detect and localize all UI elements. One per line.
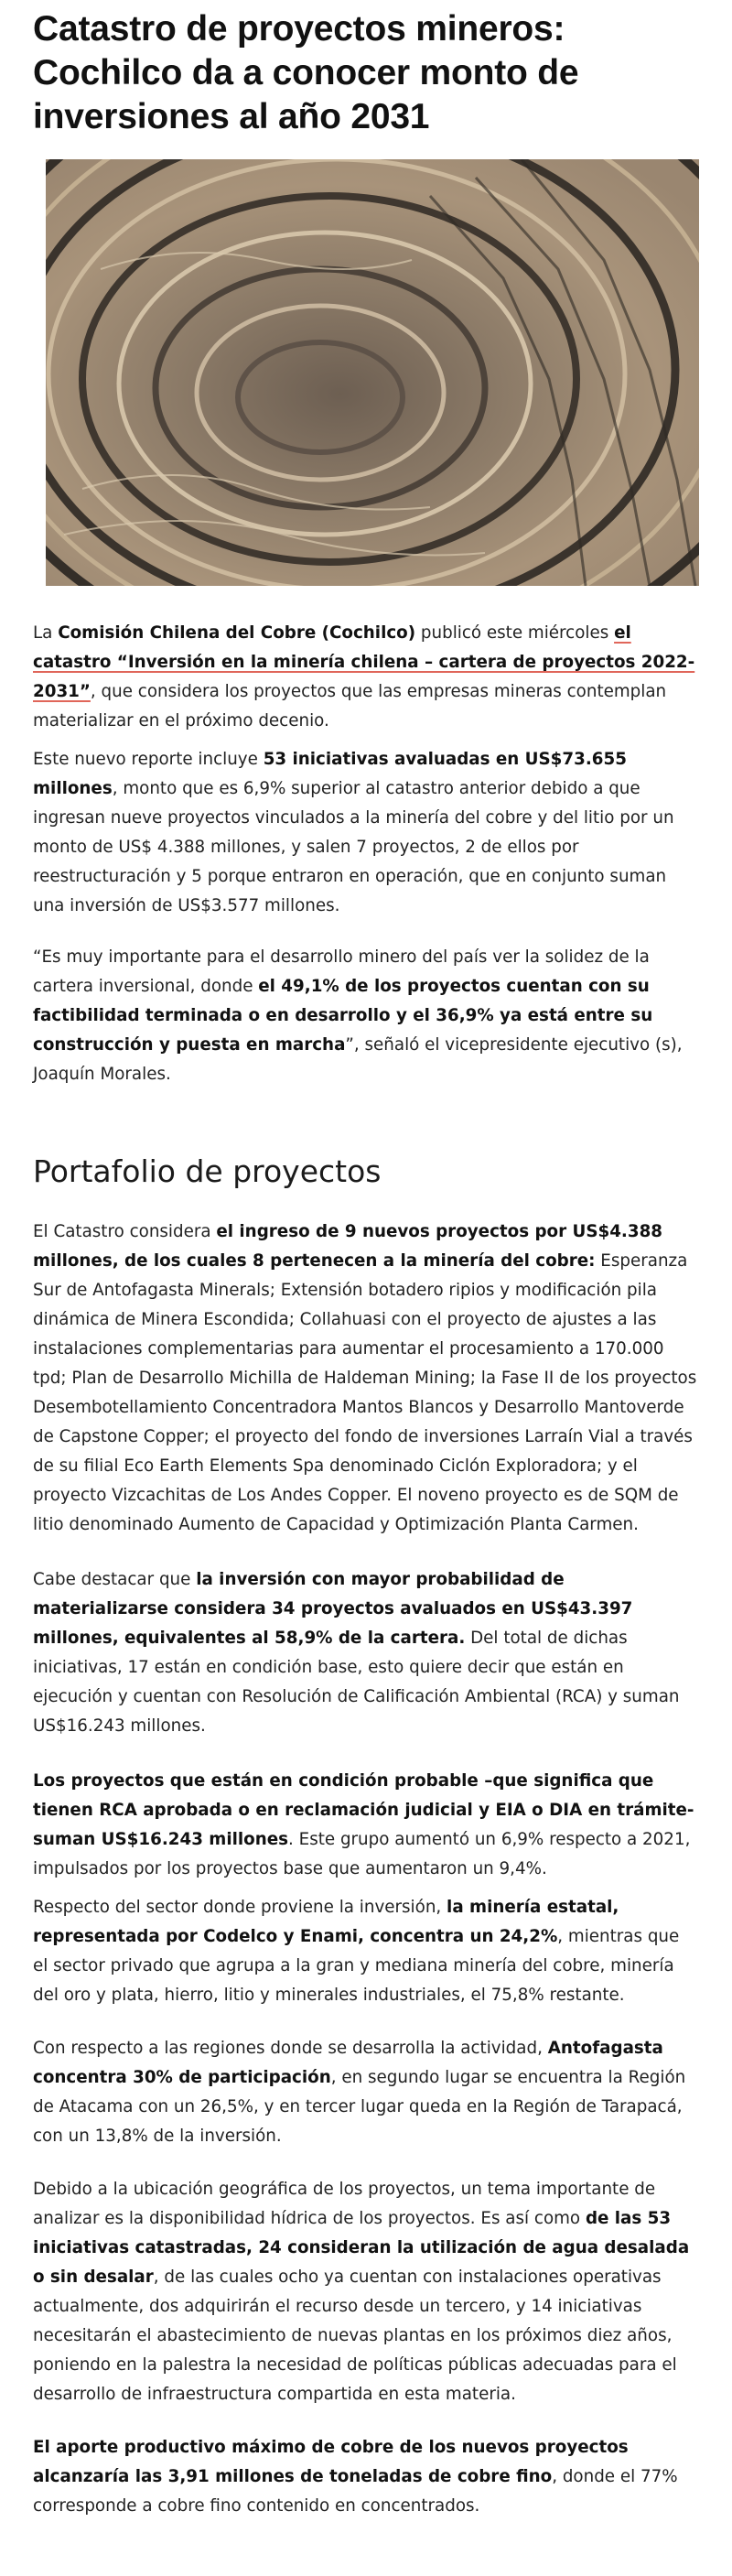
open-pit-mine-image — [46, 159, 699, 586]
article-image — [46, 159, 699, 586]
paragraph-intro: La Comisión Chilena del Cobre (Cochilco) publicó este miércoles el catastro “Inversión en la minería chilena – cartera de proyectos 2022-2031”, que considera los proyectos que las empresas mineras contemplan materializar en el próximo decenio. — [33, 623, 695, 731]
paragraph-water: Debido a la ubicación geográfica de los proyectos, un tema importante de analizar es la disponibilidad hídrica de los proyectos. Es así como de las 53 iniciativas catastradas, 24 consideran la utilización de agua desalada o sin desalar, de las cuales ocho ya cuentan con instalaciones operativas actualmente, dos adquirirán el recurso desde un tercero, y 14 iniciativas necesitarán el abastecimiento de nuevas plantas en los próximos diez años, poniendo en la palestra la necesidad de políticas públicas adecuadas para el desarrollo de infraestructura compartida en esta materia. — [33, 2180, 690, 2404]
paragraph-copper-output: El aporte productivo máximo de cobre de los nuevos proyectos alcanzaría las 3,91 millones de toneladas de cobre fino, donde el 77% corresponde a cobre fino contenido en concentrados. — [33, 2438, 678, 2516]
paragraph-report: Este nuevo reporte incluye 53 iniciativas avaluadas en US$73.655 millones, monto que es 6,9% superior al catastro anterior debido a que ingresan nueve proyectos vinculados a la minería del cobre y del litio por un monto de US$ 4.388 millones, y salen 7 proyectos, 2 de ellos por reestructuración y 5 porque entraron en operación, que en conjunto suman una inversión de US$3.577 millones. — [33, 750, 674, 915]
paragraph-probable-investment: Cabe destacar que la inversión con mayor probabilidad de materializarse considera 34 proyectos avaluados en US$43.397 millones, equivalentes al 58,9% de la cartera. Del total de dichas iniciativas, 17 están en condición base, esto quiere decir que están en ejecución y cuentan con Resolución de Calificación Ambiental (RCA) y suman US$16.243 millones. — [33, 1570, 680, 1736]
article-title: Catastro de proyectos mineros: Cochilco da a conocer monto de inversiones al año 2031 — [33, 9, 579, 136]
article — [0, 7, 732, 2521]
paragraph-regions: Con respecto a las regiones donde se desarrolla la actividad, Antofagasta concentra 30% de participación, en segundo lugar se encuentra la Región de Atacama con un 26,5%, y en tercer lugar queda en la Región de Tarapacá, con un 13,8% de la inversión. — [33, 2039, 686, 2146]
paragraph-sector: Respecto del sector donde proviene la inversión, la minería estatal, representada por Codelco y Enami, concentra un 24,2%, mientras que el sector privado que agrupa a la gran y mediana minería del cobre, minería del oro y plata, hierro, litio y minerales industriales, el 75,8% restante. — [33, 1898, 680, 2005]
paragraph-new-projects: El Catastro considera el ingreso de 9 nuevos proyectos por US$4.388 millones, de los cuales 8 pertenecen a la minería del cobre: Esperanza Sur de Antofagasta Minerals; Extensión botadero ripios y modificación pila dinámica de Minera Escondida; Collahuasi con el proyecto de ajustes a las instalaciones complementarias para aumentar el procesamiento a 170.000 tpd; Plan de Desarrollo Michilla de Haldeman Mining; la Fase II de los proyectos Desembotellamiento Concentradora Mantos Blancos y Desarrollo Mantoverde de Capstone Copper; el proyecto del fondo de inversiones Larraín Vial a través de su filial Eco Earth Elements Spa denominado Ciclón Exploradora; y el proyecto Vizcachitas de Los Andes Copper. El noveno proyecto es de SQM de litio denominado Aumento de Capacidad y Optimización Planta Carmen. — [33, 1222, 697, 1534]
paragraph-probable-condition: Los proyectos que están en condición probable –que significa que tienen RCA aprobada o en reclamación judicial y EIA o DIA en trámite- suman US$16.243 millones. Este grupo aumentó un 6,9% respecto a 2021, impulsados por los proyectos base que aumentaron un 9,4%. — [33, 1771, 694, 1878]
catastro-link[interactable]: el catastro “Inversión en la minería chilena – cartera de proyectos 2022-2031” — [33, 623, 695, 701]
paragraph-quote: “Es muy importante para el desarrollo minero del país ver la solidez de la cartera inversional, donde el 49,1% de los proyectos cuentan con su factibilidad terminada o en desarrollo y el 36,9% ya está entre su construcción y puesta en marcha”, señaló el vicepresidente ejecutivo (s), Joaquín Morales. — [33, 947, 683, 1084]
cochilco-name: Comisión Chilena del Cobre (Cochilco) — [58, 623, 416, 643]
section-title: Portafolio de proyectos — [33, 1153, 382, 1189]
